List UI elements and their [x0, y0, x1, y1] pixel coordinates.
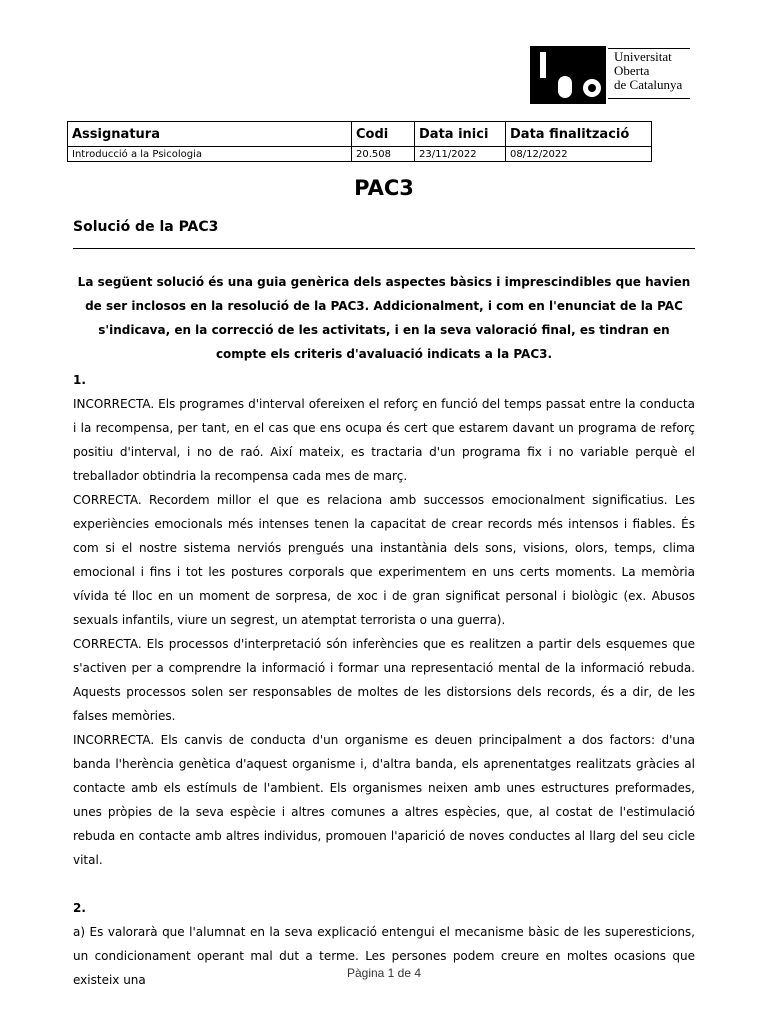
answers-body: [73, 368, 695, 992]
q2-paragraph: a) Es valorarà que l'alumnat en la seva explicació entengui el mecanisme bàsic de les superesticions, un condicionament operant mal dut a terme. Les persones podem creure en moltes ocasions que existeix una: [73, 925, 695, 987]
value-data-inici: 23/11/2022: [415, 147, 506, 162]
header-data-inici: Data inici: [415, 122, 506, 147]
page-footer: Pàgina 1 de 4: [346, 966, 422, 980]
spacer: [73, 872, 695, 896]
value-codi: 20.508: [352, 147, 415, 162]
header-data-finalitzacio: Data finalització: [506, 122, 652, 147]
question-2-number: 2.: [73, 901, 86, 915]
course-info-value-row: [68, 147, 652, 162]
course-info-header-row: [68, 122, 652, 147]
section-subtitle: Solució de la PAC3: [73, 219, 219, 235]
logo-line-3: de Catalunya: [614, 77, 683, 92]
logo-rule-bottom: [608, 98, 690, 99]
page-title: PAC3: [354, 176, 414, 200]
q1-paragraph: CORRECTA. Els processos d'interpretació són inferències que es realitzen a partir dels esquemes que s'activen per a comprendre la informació i formar una representació mental de la informació rebuda. Aquests processos solen ser responsables de moltes de les distorsions dels records, és a dir, de les falses memòries.: [73, 637, 695, 723]
uoc-logo-mark: [530, 46, 606, 104]
q1-paragraph: INCORRECTA. Els canvis de conducta d'un organisme es deuen principalment a dos factors: d'una banda l'herència genètica d'aquest organisme i, d'altra banda, els aprenentatges realitzats gràcies al contacte amb els estímuls de l'ambient. Els organismes neixen amb unes estructures preformades, unes pròpies de la seva espècie i altres comunes a altres espècies, que, al costat de l'estimulació rebuda en contacte amb altres individus, promouen l'aparició de noves conductes al llarg del seu cicle vital.: [73, 733, 695, 867]
question-1-number: 1.: [73, 373, 86, 387]
q1-paragraph: CORRECTA. Recordem millor el que es relaciona amb successos emocionalment significatius. Les experiències emocionals més intenses tenen la capacitat de crear records més intensos i fiables. És com si el nostre sistema nerviós prengués una instantània dels sons, visions, olors, temps, clima emocional i fins i tot les postures corporals que experimentem en uns certs moments. La memòria vívida té lloc en un moment de sorpresa, de xoc i de gran significat personal i biològic (ex. Abusos sexuals infantils, viure un segrest, un atemptat terrorista o una guerra).: [73, 493, 695, 627]
header-assignatura: Assignatura: [68, 122, 352, 147]
value-assignatura: Introducció a la Psicologia: [68, 147, 352, 162]
uoc-letters-icon: [530, 46, 606, 104]
logo-wordmark: [614, 50, 682, 92]
divider: [73, 248, 695, 249]
q1-paragraph: INCORRECTA. Els programes d'interval ofereixen el reforç en funció del temps passat entre la conducta i la recompensa, per tant, en el cas que ens ocupa és cert que estarem davant un programa de reforç positiu d'interval, i no de raó. Així mateix, es tractaria d'un programa fix i no variable perquè el treballador obtindria la recompensa cada mes de març.: [73, 397, 695, 483]
logo-line-1: Universitat: [614, 49, 672, 64]
header-codi: Codi: [352, 122, 415, 147]
value-data-finalitzacio: 08/12/2022: [506, 147, 652, 162]
uoc-logo: [530, 46, 690, 104]
intro-paragraph: La següent solució és una guia genèrica dels aspectes bàsics i imprescindibles que havien de ser inclosos en la resolució de la PAC3. Addicionalment, i com en l'enunciat de la PAC s'indicava, en la correcció de les activitats, i en la seva valoració final, es tindran en compte els criteris d'avaluació indicats a la PAC3.: [77, 275, 691, 361]
course-info-table: [67, 121, 652, 162]
logo-line-2: Oberta: [614, 63, 650, 78]
